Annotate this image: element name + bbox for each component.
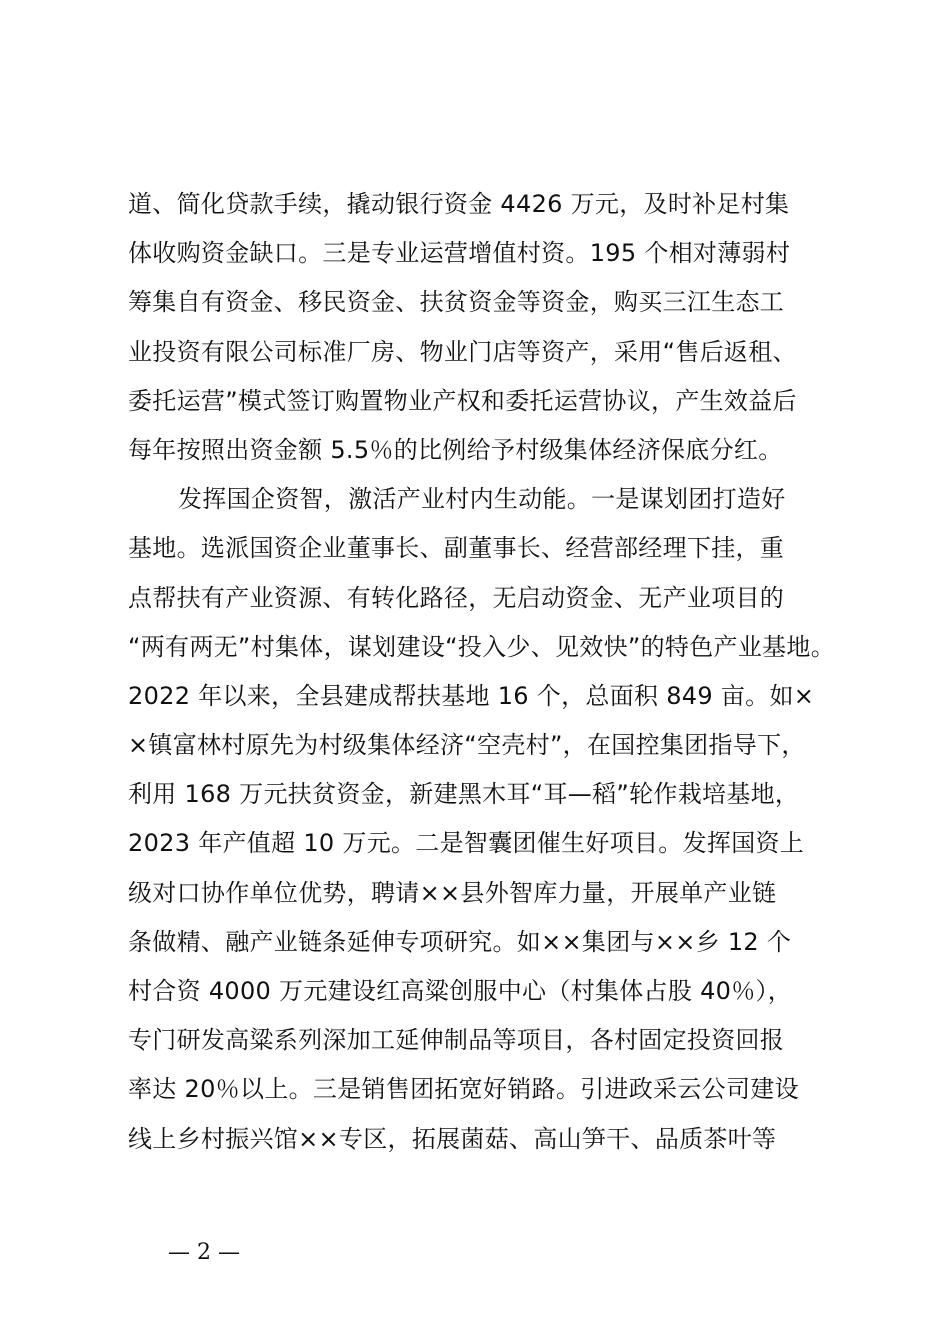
text-line: 率达 20％以上。三是销售团拓宽好销路。引进政采云公司建设 bbox=[128, 1075, 799, 1104]
text-line: 筹集自有资金、移民资金、扶贫资金等资金，购买三江生态工 bbox=[128, 288, 785, 317]
page-number: — 2 — bbox=[168, 1240, 240, 1265]
text-line: 2023 年产值超 10 万元。二是智囊团催生好项目。发挥国资上 bbox=[128, 829, 805, 858]
text-line: ×镇富林村原先为村级集体经济“空壳村”，在国控集团指导下， bbox=[128, 731, 806, 760]
text-line: 发挥国企资智，激活产业村内生动能。一是谋划团打造好 bbox=[178, 485, 786, 514]
text-line: 线上乡村振兴馆××专区，拓展菌菇、高山笋干、品质茶叶等 bbox=[128, 1124, 777, 1153]
text-line: 级对口协作单位优势，聘请××县外智库力量，开展单产业链 bbox=[128, 878, 777, 907]
text-line: 业投资有限公司标准厂房、物业门店等资产，采用“售后返租、 bbox=[128, 337, 797, 366]
text-line: 专门研发高粱系列深加工延伸制品等项目，各村固定投资回报 bbox=[128, 1026, 785, 1055]
text-line: 每年按照出资金额 5.5％的比例给予村级集体经济保底分红。 bbox=[128, 435, 783, 464]
text-line: 委托运营”模式签订购置物业产权和委托运营协议，产生效益后 bbox=[128, 386, 797, 415]
text-line: 村合资 4000 万元建设红高粱创服中心（村集体占股 40％）， bbox=[128, 977, 793, 1005]
text-line: 道、简化贷款手续，撬动银行资金 4426 万元，及时补足村集 bbox=[128, 190, 790, 218]
text-line: 条做精、融产业链条延伸专项研究。如××集团与××乡 12 个 bbox=[128, 927, 792, 956]
text-line: “两有两无”村集体，谋划建设“投入少、见效快”的特色产业基地。 bbox=[128, 632, 836, 661]
text-line: 体收购资金缺口。三是专业运营增值村资。195 个相对薄弱村 bbox=[128, 239, 791, 268]
text-line: 基地。选派国资企业董事长、副董事长、经营部经理下挂，重 bbox=[128, 534, 785, 563]
text-line: 点帮扶有产业资源、有转化路径，无启动资金、无产业项目的 bbox=[128, 583, 785, 612]
body-text bbox=[128, 180, 868, 1164]
text-line: 利用 168 万元扶贫资金，新建黑木耳“耳—稻”轮作栽培基地， bbox=[128, 780, 800, 809]
text-line: 2022 年以来，全县建成帮扶基地 16 个，总面积 849 亩。如× bbox=[128, 681, 815, 710]
